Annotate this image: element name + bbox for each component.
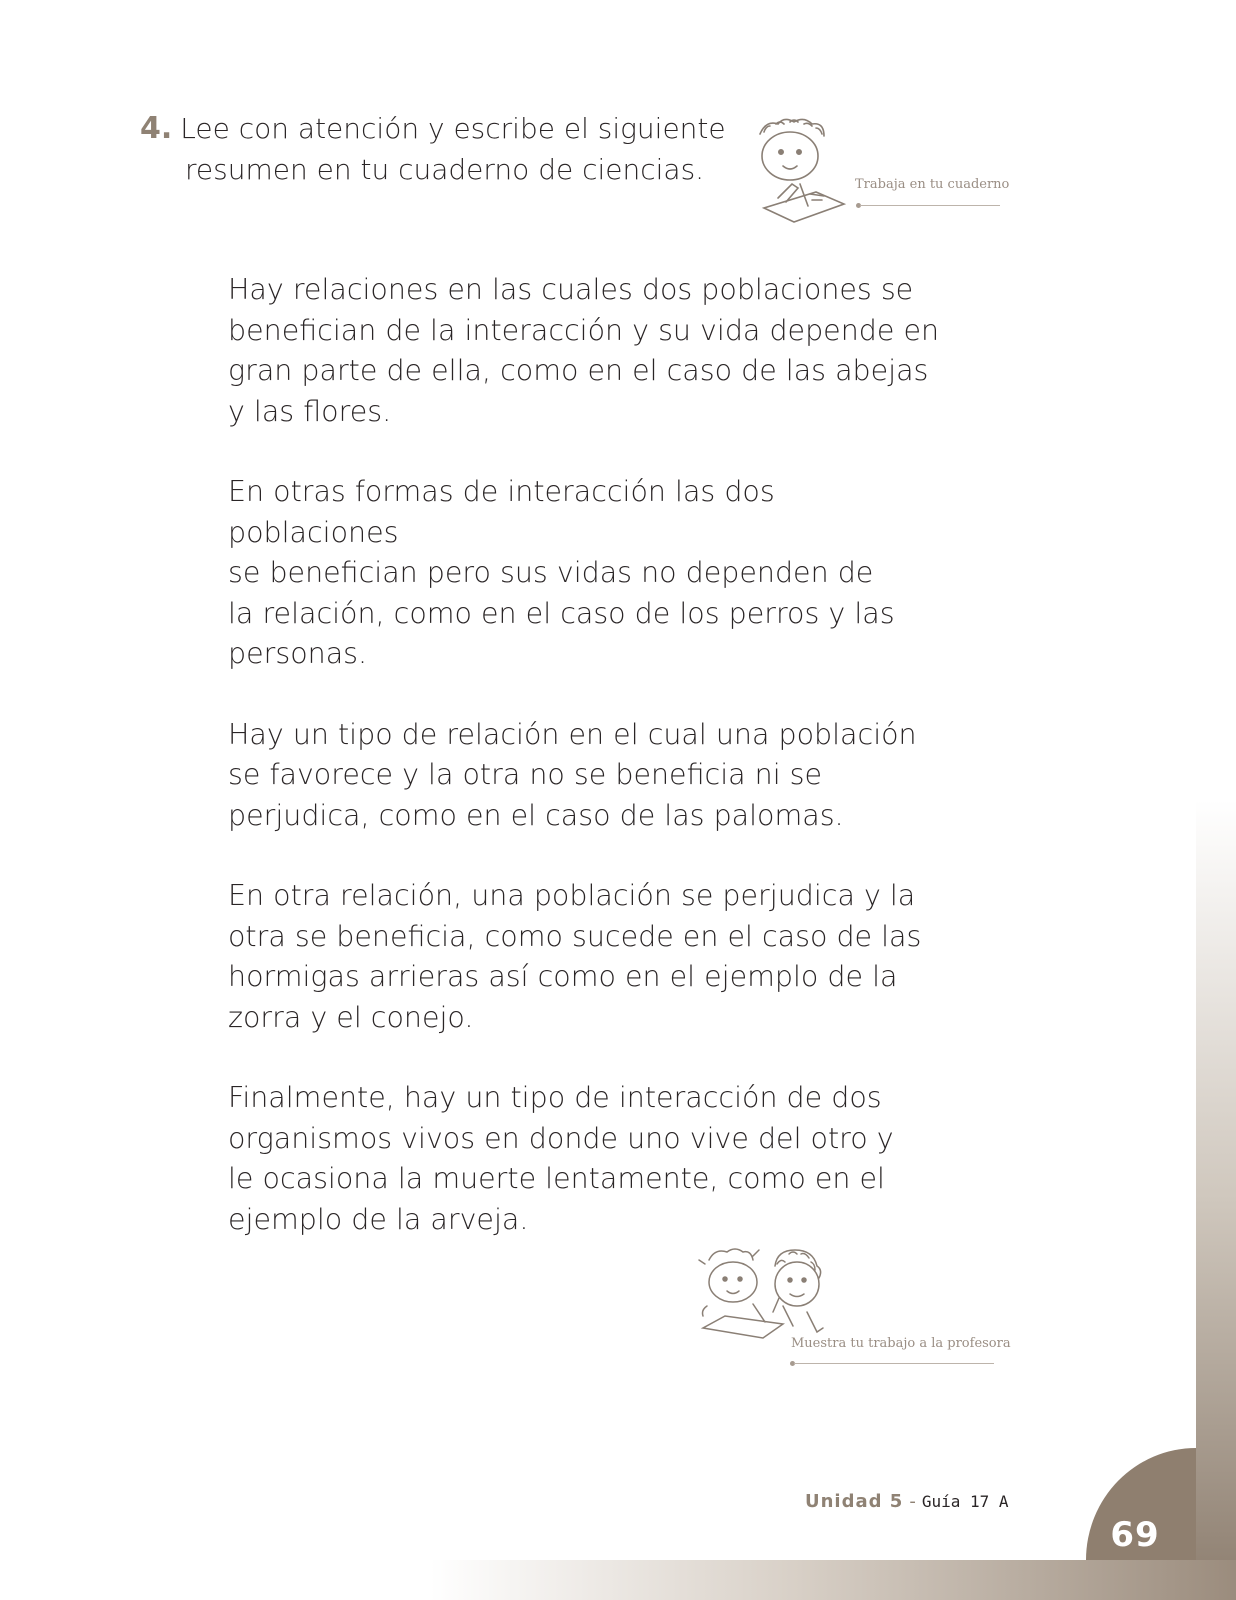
notebook-badge (750, 112, 1010, 227)
page-edge-shading-right (1196, 800, 1236, 1600)
footer-separator: - (909, 1491, 916, 1512)
footer-unit: Unidad 5 (805, 1491, 904, 1512)
notebook-badge-label: Trabaja en tu cuaderno (855, 177, 1010, 192)
footer-guide-label: Guía 17 A (921, 1492, 1009, 1511)
page-number: 69 (1110, 1515, 1160, 1555)
teacher-badge-rule (794, 1363, 994, 1364)
teacher-badge-label: Muestra tu trabajo a la profesora (791, 1336, 1011, 1351)
summary-paragraph: Finalmente, hay un tipo de interacción de dos organismos vivos en donde uno vive del otro y le ocasiona la muerte lentamente, como en el ejemplo de la arveja. (228, 1081, 894, 1236)
summary-paragraph: En otra relación, una población se perjudica y la otra se beneficia, como sucede en el caso de las hormigas arrieras así como en el ejemplo de la zorra y el conejo. (228, 879, 922, 1034)
summary-paragraph: Hay un tipo de relación en el cual una población se favorece y la otra no se beneficia ni se perjudica, como en el caso de las palomas. (228, 717, 917, 832)
page-edge-shading-bottom (430, 1560, 1236, 1600)
task-instruction (140, 108, 740, 190)
task-text-line2: resumen en tu cuaderno de ciencias. (185, 153, 705, 186)
summary-paragraph: En otras formas de interacción las dos poblaciones se benefician pero sus vidas no dependen de la relación, como en el caso de los perros y las personas. (228, 475, 895, 670)
task-number: 4. (140, 111, 173, 146)
summary-paragraph: Hay relaciones en las cuales dos poblaciones se benefician de la interacción y su vida depende en gran parte de ella, como en el caso de las abejas y las flores. (228, 273, 940, 428)
notebook-badge-rule (860, 205, 1000, 206)
teacher-badge (695, 1242, 1015, 1382)
task-text-line1: Lee con atención y escribe el siguiente (180, 112, 726, 145)
summary-text (228, 270, 948, 1280)
child-writing-notebook-icon (750, 112, 860, 224)
footer-guide (805, 1491, 1009, 1521)
